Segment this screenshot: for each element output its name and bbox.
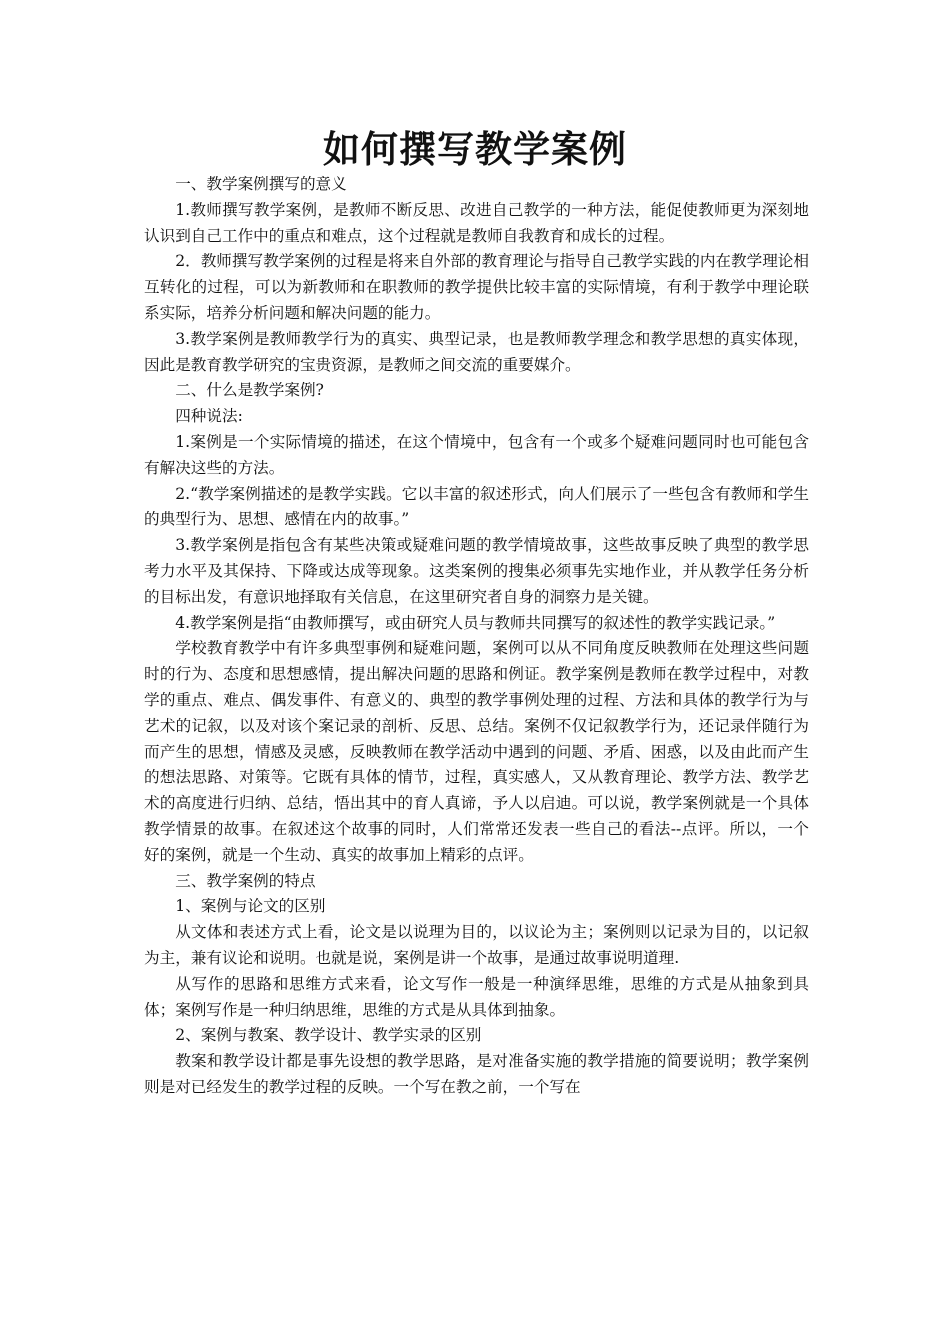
- section-2-item-1: 1.案例是一个实际情境的描述，在这个情境中，包含有一个或多个疑难问题同时也可能包含有解决这些的方法。: [144, 432, 809, 477]
- section-2-subheading: 四种说法:: [175, 407, 243, 426]
- section-2-item-4: 4.教学案例是指“由教师撰写，或由研究人员与教师共同撰写的叙述性的教学实践记录。”: [175, 613, 776, 632]
- section-2-item-3: 3.教学案例是指包含有某些决策或疑难问题的教学情境故事，这些故事反映了典型的教学思考力水平及其保持、下降或达成等现象。这类案例的搜集必须事先实地作业，并从教学任务分析的目标出发，有意识地择取有关信息，在这里研究者自身的洞察力是关键。: [144, 536, 809, 606]
- section-1-item-3: 3.教学案例是教师教学行为的真实、典型记录，也是教师教学理念和教学思想的真实体现，因此是教育教学研究的宝贵资源，是教师之间交流的重要媒介。: [144, 329, 809, 374]
- section-1-heading: 一、教学案例撰写的意义: [175, 175, 347, 193]
- section-2-heading: 二、什么是教学案例?: [175, 381, 324, 400]
- section-3-sub-1-paragraph-2: 从写作的思路和思维方式来看，论文写作一般是一种演绎思维，思维的方式是从抽象到具体；案例写作是一种归纳思维，思维的方式是从具体到抽象。: [144, 974, 809, 1019]
- document-body: [144, 172, 809, 1101]
- section-1-item-2: 2．教师撰写教学案例的过程是将来自外部的教育理论与指导自己教学实践的内在教学理论相互转化的过程，可以为新教师和在职教师的教学提供比较丰富的实际情境，有利于教学中理论联系实际，培养分析问题和解决问题的能力。: [144, 252, 809, 322]
- section-2-paragraph: 学校教育教学中有许多典型事例和疑难问题，案例可以从不同角度反映教师在处理这些问题时的行为、态度和思想感情，提出解决问题的思路和例证。教学案例是教师在教学过程中，对教学的重点、难点、偶发事件、有意义的、典型的教学事例处理的过程、方法和具体的教学行为与艺术的记叙，以及对该个案记录的剖析、反思、总结。案例不仅记叙教学行为，还记录伴随行为而产生的思想，情感及灵感，反映教师在教学活动中遇到的问题、矛盾、困惑，以及由此而产生的想法思路、对策等。它既有具体的情节，过程，真实感人，又从教育理论、教学方法、教学艺术的高度进行归纳、总结，悟出其中的育人真谛，予人以启迪。可以说，教学案例就是一个具体教学情景的故事。在叙述这个故事的同时，人们常常还发表一些自己的看法--点评。所以，一个好的案例，就是一个生动、真实的故事加上精彩的点评。: [144, 639, 809, 864]
- document-title: 如何撰写教学案例: [323, 128, 627, 171]
- section-3-sub-2-heading: 2、案例与教案、教学设计、教学实录的区别: [175, 1026, 482, 1045]
- section-2-item-2: 2.“教学案例描述的是教学实践。它以丰富的叙述形式，向人们展示了一些包含有教师和学生的典型行为、思想、感情在内的故事。”: [144, 484, 809, 529]
- section-3-sub-1-paragraph-1: 从文体和表述方式上看，论文是以说理为目的，以议论为主；案例则以记录为目的，以记叙为主，兼有议论和说明。也就是说，案例是讲一个故事，是通过故事说明道理.: [144, 923, 809, 967]
- section-3-heading: 三、教学案例的特点: [175, 871, 316, 890]
- section-3-sub-2-paragraph-1: 教案和教学设计都是事先设想的教学思路，是对准备实施的教学措施的简要说明；教学案例则是对已经发生的教学过程的反映。一个写在教之前，一个写在: [144, 1052, 809, 1096]
- section-3-sub-1-heading: 1、案例与论文的区别: [175, 897, 326, 916]
- section-1-item-1: 1.教师撰写教学案例，是教师不断反思、改进自己教学的一种方法，能促使教师更为深刻地认识到自己工作中的重点和难点，这个过程就是教师自我教育和成长的过程。: [144, 200, 809, 245]
